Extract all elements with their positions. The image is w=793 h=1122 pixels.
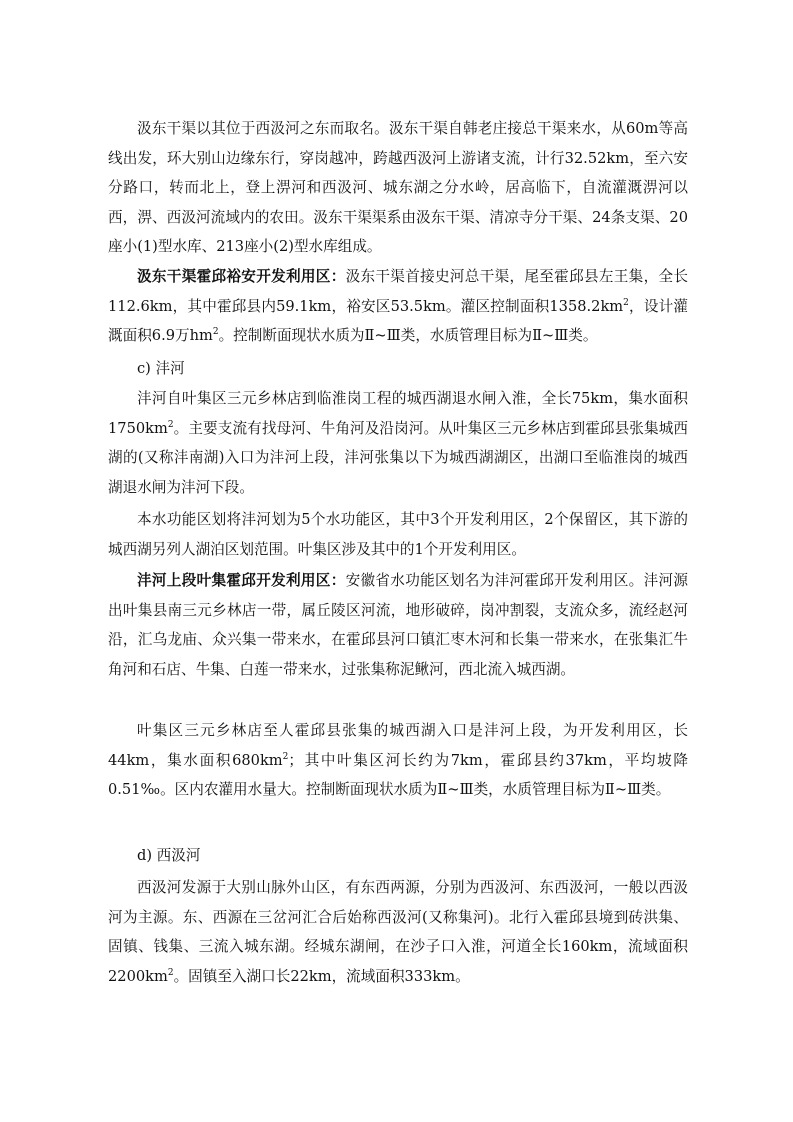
superscript: 2 xyxy=(282,751,289,762)
paragraph-text: 安徽省水功能区划名为沣河霍邱开发利用区。沣河源出叶集县南三元乡林店一带，属丘陵区河流，地形破碎，岗冲割裂，支流众多，流经赵河沿，汇乌龙庙、众兴集一带来水，在霍邱县河口镇汇枣木河和长集一带来水，在张集汇牛角河和石店、牛集、白莲一带来水，过张集称泥鳅河，西北流入城西湖。 xyxy=(108,572,688,678)
section-heading-text: c) 沣河 xyxy=(137,360,185,377)
paragraph-text: 本水功能区划将沣河划为5个水功能区，其中3个开发利用区，2个保留区，其下游的城西湖另列人湖泊区划范围。叶集区涉及其中的1个开发利用区。 xyxy=(108,511,688,558)
section-heading-d xyxy=(108,841,688,871)
paragraph-feng-river xyxy=(108,384,688,502)
paragraph-jidong-canal xyxy=(108,114,688,262)
paragraph-text: 西汲河发源于大别山脉外山区，有东西两源，分别为西汲河、东西汲河，一般以西汲河为主源。东、西源在三岔河汇合后始称西汲河(又称集河)。北行入霍邱县境到砖洪集、固镇、钱集、三流入城东湖。经城东湖闸，在沙子口入淮，河道全长160km，流域面积2200km xyxy=(108,879,688,985)
paragraph-xiji-river xyxy=(108,873,688,991)
paragraph-jidong-zone xyxy=(108,262,688,351)
section-heading-c xyxy=(108,354,688,384)
paragraph-text: 汲东干渠以其位于西汲河之东而取名。汲东干渠自韩老庄接总干渠来水，从60m等高线出发，环大别山边缘东行，穿岗越冲，跨越西汲河上游诸支流，计行32.52km，至六安分路口，转而北上，登上淠河和西汲河、城东湖之分水岭，居高临下，自流灌溉淠河以西，淠、西汲河流域内的农田。汲东干渠渠系由汲东干渠、清凉寺分干渠、24条支渠、20座小(1)型水库、213座小(2)型水库组成。 xyxy=(108,120,688,255)
paragraph-text: ；其中叶集区河长约为7km，霍邱县约37km，平均坡降0.51‰。区内农灌用水量大。控制断面现状水质为Ⅱ~Ⅲ类，水质管理目标为Ⅱ~Ⅲ类。 xyxy=(108,751,688,798)
paragraph-text: ，设计灌溉面积6.9万hm xyxy=(108,297,688,344)
superscript: 2 xyxy=(167,967,174,978)
paragraph-text: 叶集区三元乡林店至人霍邱县张集的城西湖入口是沣河上段，为开发利用区，长44km，集水面积680km xyxy=(108,722,688,769)
section-heading-text: d) 西汲河 xyxy=(137,847,201,864)
paragraph-text: 沣河自叶集区三元乡林店到临淮岗工程的城西湖退水闸入淮，全长75km，集水面积1750km xyxy=(108,390,688,437)
superscript: 2 xyxy=(212,327,219,338)
paragraph-feng-upper-zone xyxy=(108,566,688,684)
paragraph-feng-upper-reach xyxy=(108,716,688,805)
zone-heading: 汲东干渠霍邱裕安开发利用区： xyxy=(137,268,346,285)
paragraph-function-zones xyxy=(108,505,688,564)
paragraph-text: 。控制断面现状水质为Ⅱ~Ⅲ类，水质管理目标为Ⅱ~Ⅲ类。 xyxy=(218,327,598,344)
superscript: 2 xyxy=(167,419,174,430)
paragraph-text: 。固镇至入湖口长22km，流域面积333km。 xyxy=(173,967,470,985)
paragraph-text: 汲东干渠首接史河总干渠，尾至霍邱县左王集，全长112.6km，其中霍邱县内59.1km，裕安区53.5km。灌区控制面积1358.2km xyxy=(108,268,688,315)
zone-heading: 沣河上段叶集霍邱开发利用区： xyxy=(137,572,346,589)
paragraph-text: 。主要支流有找母河、牛角河及沿岗河。从叶集区三元乡林店到霍邱县张集城西湖的(又称沣南湖)入口为沣河上段，沣河张集以下为城西湖湖区，出湖口至临淮岗的城西湖退水闸为沣河下段。 xyxy=(108,419,688,496)
superscript: 2 xyxy=(623,297,629,308)
